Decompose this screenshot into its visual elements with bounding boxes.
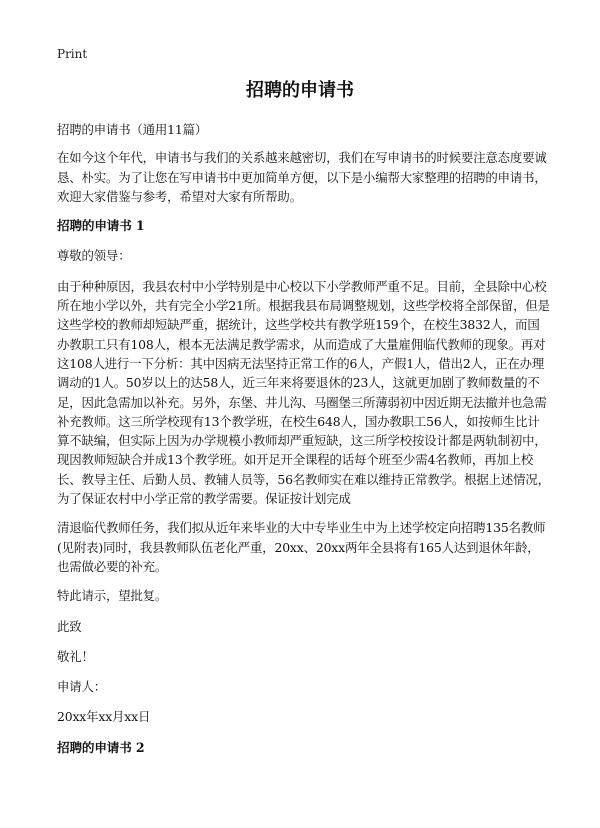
closing-line-1: 此致	[57, 618, 82, 634]
salutation: 尊敬的领导：	[57, 248, 131, 264]
print-link[interactable]: Print	[57, 47, 88, 61]
closing-line-2: 敬礼！	[57, 648, 94, 664]
section-heading-2: 招聘的申请书 2	[57, 739, 145, 755]
intro-paragraph: 在如今这个年代，申请书与我们的关系越来越密切，我们在写申请书的时候要注意态度要诚恳、朴实。为了让您在写申请书中更加简单方便，以下是小编帮大家整理的招聘的申请书，欢迎大家借鉴与参考，希望对大家有所帮助。	[57, 150, 547, 204]
section-heading-1: 招聘的申请书 1	[57, 218, 145, 234]
date-line: 20xx年xx月xx日	[57, 709, 151, 725]
applicant-label: 申请人：	[57, 679, 106, 695]
document-subtitle: 招聘的申请书（通用11篇）	[57, 122, 208, 137]
document-title: 招聘的申请书	[246, 80, 354, 101]
document-body	[57, 120, 551, 768]
request-line: 特此请示，望批复。	[57, 588, 168, 604]
body-paragraph-2: 清退临代教师任务，我们拟从近年来毕业的大中专毕业生中为上述学校定向招聘135名教师(见附表)同时，我县教师队伍老化严重，20xx、20xx两年全县将有165人达到退休年龄，也需做必要的补充。	[57, 520, 546, 574]
body-paragraph-1: 由于种种原因，我县农村中小学特别是中心校以下小学教师严重不足。目前，全县除中心校所在地小学以外，共有完全小学21所。根据我县布局调整规划，这些学校将全部保留，但是这些学校的教师却短缺严重，据统计，这些学校共有教学班159个，在校生3832人，而国办教职工只有108人，根本无法满足教学需求，从而造成了大量雇佣临代教师的现象。再对这108人进行一下分析：其中因病无法坚持正常工作的6人，产假1人，借出2人，正在办理调动的1人。50岁以上的达58人，近三年来将要退休的23人，这就更加剧了教师数量的不足，因此急需加以补充。另外，东堡、井儿沟、马圈堡三所薄弱初中因近期无法撤并也急需补充教师。这三所学校现有13个教学班，在校生648人，国办教职工56人，如按师生比计算不缺编，但实际上因为办学规模小教师却严重短缺，这三所学校按设计都是两轨制初中，现因教师短缺合并成13个教学班。如开足开全课程的话每个班至少需4名教师，再加上校长、教导主任、后勤人员、教辅人员等，56名教师实在难以维持正常教学。根据上述情况，为了保证农村中小学正常的教学需要。保证按计划完成	[57, 278, 550, 507]
